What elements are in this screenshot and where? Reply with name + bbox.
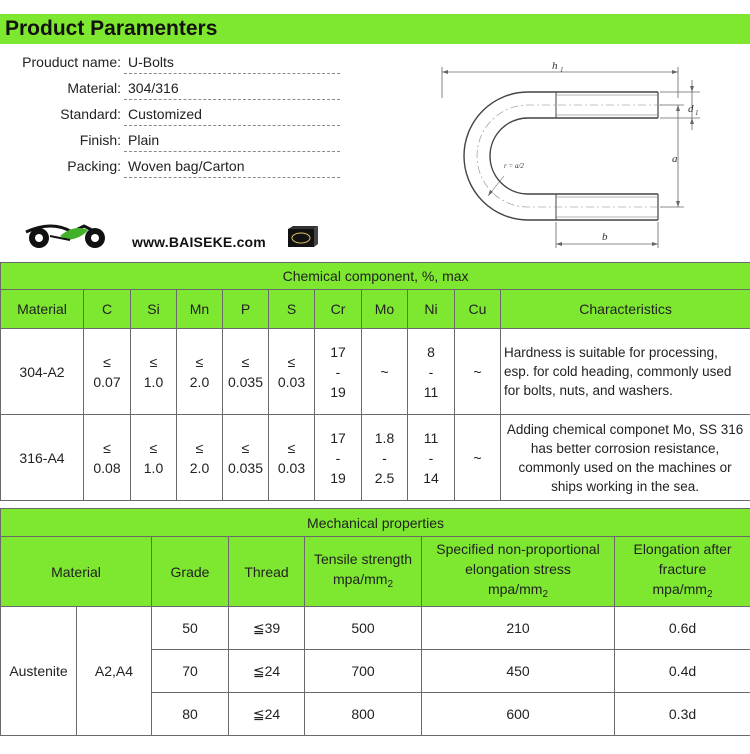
material-cell: Austenite <box>1 607 77 736</box>
dim-d1-sub: 1 <box>695 109 699 117</box>
ni-cell: 11 - 14 <box>408 415 455 501</box>
dim-d1-label: d <box>688 103 694 115</box>
grade-cell: 50 <box>152 607 229 650</box>
spec-value: Plain <box>128 132 160 148</box>
elong-cell: 0.3d <box>615 693 750 736</box>
cr-cell: 17 - 19 <box>315 329 362 415</box>
dim-b-label: b <box>602 231 608 243</box>
spec-value: 304/316 <box>128 80 179 96</box>
spec-label: Prouduct name: <box>22 54 121 70</box>
spec-label: Material: <box>67 80 121 96</box>
s-cell: ≤ 0.03 <box>269 415 315 501</box>
yield-cell: 600 <box>422 693 615 736</box>
mn-cell: ≤ 2.0 <box>177 329 223 415</box>
divider <box>124 73 340 74</box>
mo-cell: 1.8 - 2.5 <box>362 415 408 501</box>
c-cell: ≤ 0.08 <box>84 415 131 501</box>
yield-cell: 450 <box>422 650 615 693</box>
col-header: Tensile strength mpa/$mm_2$ <box>305 537 422 607</box>
col-header: Mn <box>177 290 223 329</box>
mn-cell: ≤ 2.0 <box>177 415 223 501</box>
spec-row <box>0 76 340 102</box>
cr-cell: 17 - 19 <box>315 415 362 501</box>
ni-cell: 8 - 11 <box>408 329 455 415</box>
page-title: Product Paramenters <box>5 17 218 40</box>
si-cell: ≤ 1.0 <box>131 415 177 501</box>
tensile-cell: 500 <box>305 607 422 650</box>
spec-row <box>0 102 340 128</box>
elong-cell: 0.6d <box>615 607 750 650</box>
s-cell: ≤ 0.03 <box>269 329 315 415</box>
thread-cell: ≦39 <box>229 607 305 650</box>
thread-cell: ≦24 <box>229 650 305 693</box>
tensile-cell: 700 <box>305 650 422 693</box>
col-header: Si <box>131 290 177 329</box>
divider <box>124 151 340 152</box>
p-cell: ≤ 0.035 <box>223 415 269 501</box>
c-cell: ≤ 0.07 <box>84 329 131 415</box>
grade-cell: 80 <box>152 693 229 736</box>
table-row <box>1 415 750 501</box>
thread-cell: ≦24 <box>229 693 305 736</box>
table-row <box>1 607 750 650</box>
steel-cell: A2,A4 <box>77 607 152 736</box>
tensile-cell: 800 <box>305 693 422 736</box>
characteristics-cell: Hardness is suitable for processing, esp. for cold heading, commonly used for bolts, nuts, and washers. <box>501 329 750 415</box>
spec-value: U-Bolts <box>128 54 174 70</box>
col-header: Mo <box>362 290 408 329</box>
col-header: Characteristics <box>501 290 750 329</box>
col-header: Thread <box>229 537 305 607</box>
col-header: Ni <box>408 290 455 329</box>
cu-cell: ~ <box>455 329 501 415</box>
u-bolt-diagram <box>430 58 720 258</box>
material-cell: 316-A4 <box>1 415 84 501</box>
spec-label: Finish: <box>79 132 121 148</box>
brand-badge-icon <box>287 226 319 248</box>
spec-row <box>0 154 340 180</box>
spec-label: Packing: <box>67 158 121 174</box>
col-header: Material <box>1 537 152 607</box>
p-cell: ≤ 0.035 <box>223 329 269 415</box>
col-header: Cu <box>455 290 501 329</box>
col-header: Elongation after fracture mpa/$mm_2$ <box>615 537 750 607</box>
col-header: P <box>223 290 269 329</box>
col-header: Material <box>1 290 84 329</box>
spec-value: Customized <box>128 106 202 122</box>
chemical-title: Chemical component, %, max <box>1 263 750 290</box>
dim-r-label: r = a/2 <box>504 162 524 170</box>
divider <box>124 99 340 100</box>
dim-h1-label: h <box>552 60 558 72</box>
grade-cell: 70 <box>152 650 229 693</box>
col-header: Cr <box>315 290 362 329</box>
spec-label: Standard: <box>60 106 121 122</box>
mechanical-header-row <box>1 537 750 607</box>
material-cell: 304-A2 <box>1 329 84 415</box>
col-header: Specified non-proportional elongation stress mpa/$mm_2$ <box>422 537 615 607</box>
dim-h1-sub: 1 <box>560 66 564 74</box>
spec-row <box>0 128 340 154</box>
title-bar <box>0 14 750 44</box>
elong-cell: 0.4d <box>615 650 750 693</box>
website-link[interactable]: www.BAISEKE.com <box>132 234 266 250</box>
spec-list <box>0 50 340 180</box>
cu-cell: ~ <box>455 415 501 501</box>
mechanical-table <box>0 508 750 736</box>
mechanical-title: Mechanical properties <box>1 509 750 537</box>
table-row <box>1 329 750 415</box>
chemical-header-row <box>1 290 750 329</box>
col-header: Grade <box>152 537 229 607</box>
dim-a-label: a <box>672 153 678 165</box>
mo-cell: ~ <box>362 329 408 415</box>
spec-value: Woven bag/Carton <box>128 158 245 174</box>
divider <box>124 177 340 178</box>
spec-row <box>0 50 340 76</box>
col-header: C <box>84 290 131 329</box>
si-cell: ≤ 1.0 <box>131 329 177 415</box>
divider <box>124 125 340 126</box>
chemical-table <box>0 262 750 501</box>
col-header: S <box>269 290 315 329</box>
yield-cell: 210 <box>422 607 615 650</box>
characteristics-cell: Adding chemical componet Mo, SS 316 has better corrosion resistance, commonly used on the machines or ships working in the sea. <box>501 415 750 501</box>
motorbike-logo-icon <box>22 218 112 252</box>
